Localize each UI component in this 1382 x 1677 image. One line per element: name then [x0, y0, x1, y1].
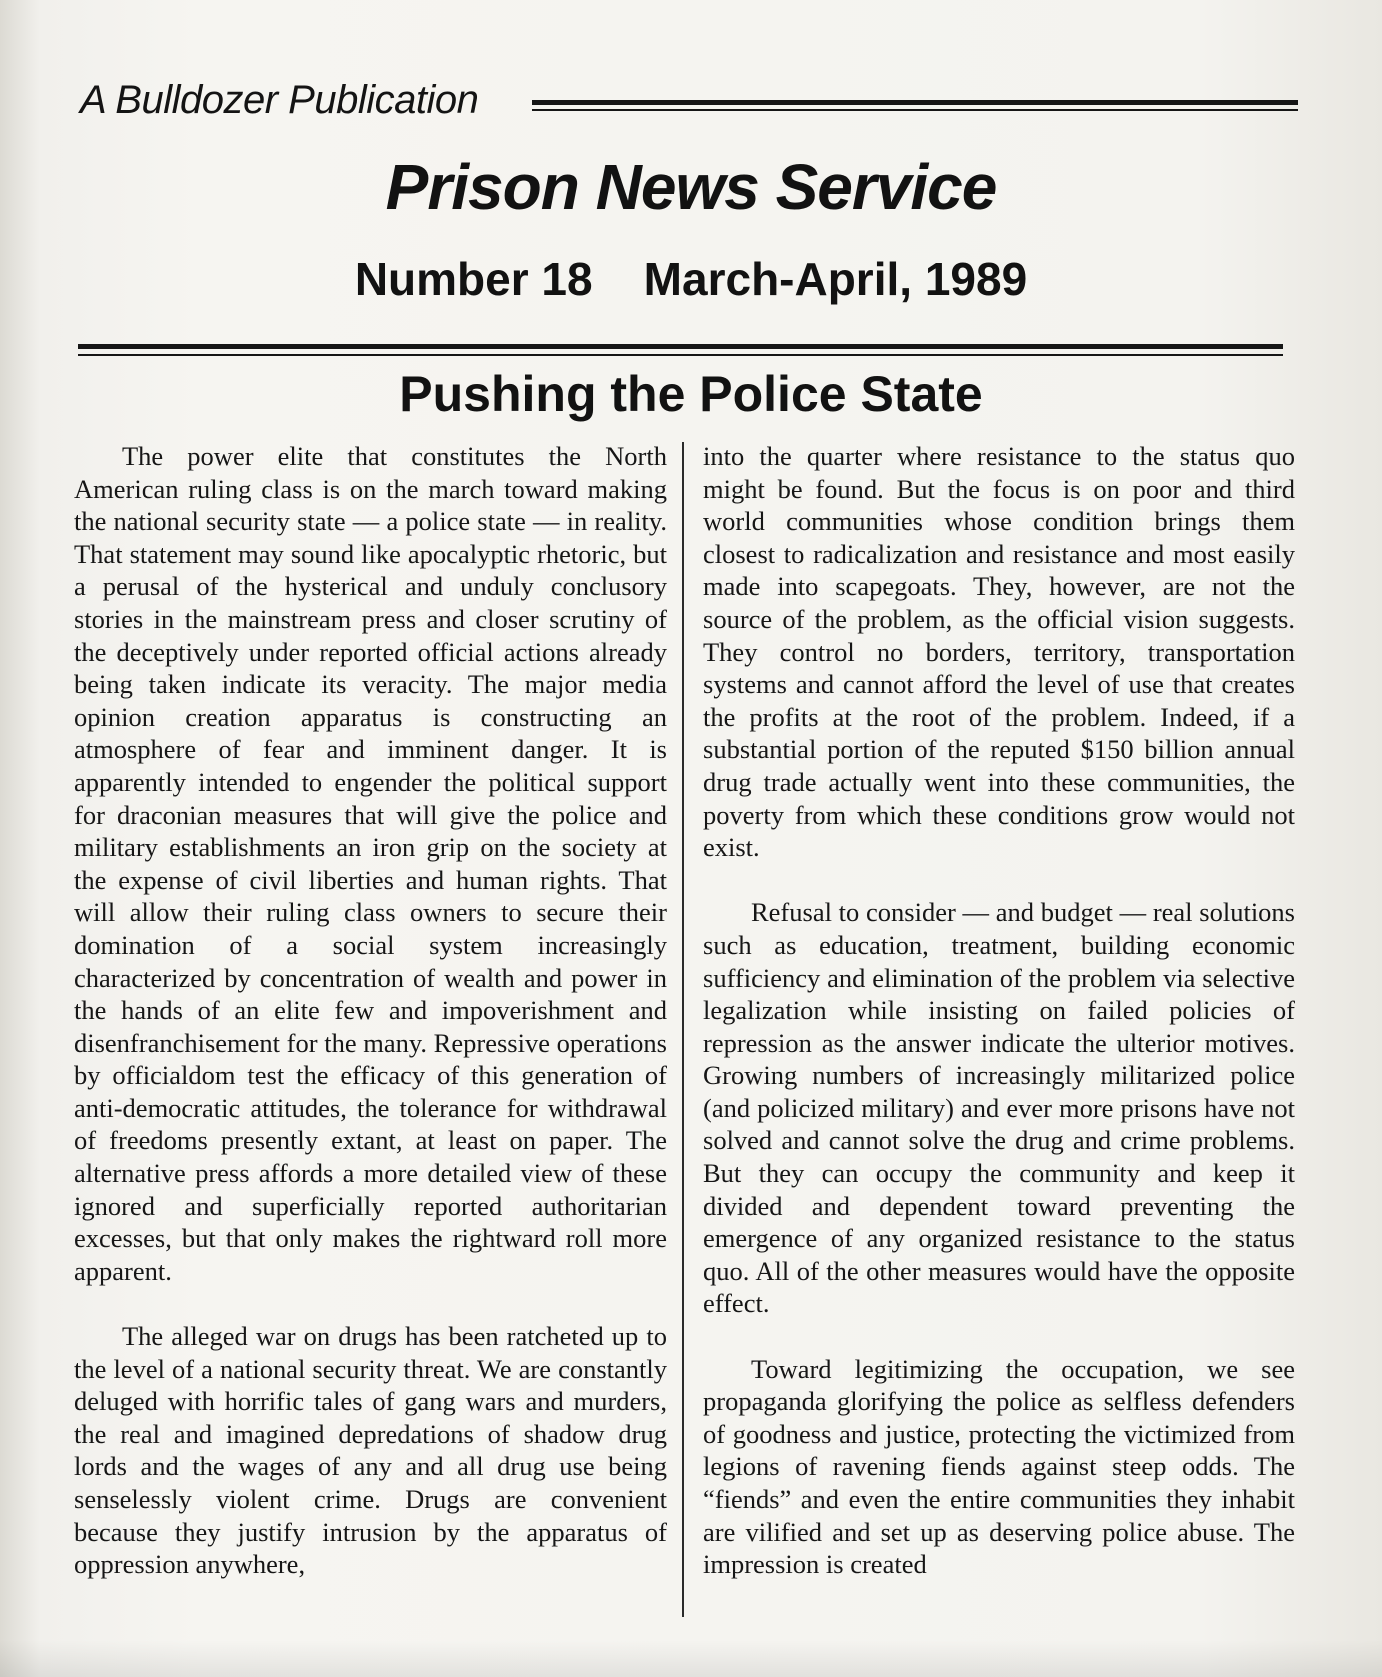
header-rule-thick [532, 100, 1298, 105]
column-divider [682, 442, 684, 1617]
page-bottom-shadow [0, 1640, 1382, 1677]
header-rule-thin [532, 109, 1298, 111]
paragraph: The power elite that constitutes the North American ruling class is on the march toward making the national security state — a police state — in reality. That statement may sound like apocalyptic rhetoric, but a perusal of the hysterical and unduly conclusory stories in the mainstream press and closer scrutiny of the deceptively under reported official actions already being taken indicate its veracity. The major media opinion creation apparatus is constructing an atmosphere of fear and imminent danger. It is apparently intended to engender the political support for draconian measures that will give the police and military establishments an iron grip on the society at the expense of civil liberties and human rights. That will allow their ruling class owners to secure their domination of a social system increasingly characterized by concentration of wealth and power in the hands of an elite few and impoverishment and disenfranchisement for the many. Repressive operations by officialdom test the efficacy of this generation of anti-democratic attitudes, the tolerance for withdrawal of freedoms presently extant, at least on paper. The alternative press affords a more detailed view of these ignored and superficially reported authoritarian excesses, but that only makes the rightward roll more apparent. [74, 441, 667, 1286]
paragraph: into the quarter where resistance to the status quo might be found. But the focus is on poor and third world communities whose condition brings them closest to radicalization and resistance and most easily made into scapegoats. They, however, are not the source of the problem, as the official vision suggests. They control no borders, territory, transportation systems and cannot afford the level of use that creates the profits at the root of the problem. Indeed, if a substantial portion of the reputed $150 billion annual drug trade actually went into these communities, the poverty from which these conditions grow would not exist. [703, 441, 1295, 863]
masthead-rule-thick [78, 344, 1283, 349]
article-headline: Pushing the Police State [399, 366, 983, 422]
paragraph: The alleged war on drugs has been ratcheted up to the level of a national security threat. We are constantly deluged with horrific tales of gang wars and murders, the real and imagined depredations of shadow drug lords and the wages of any and all drug use being senselessly violent crime. Drugs are convenient because they justify intrusion by the apparatus of oppression anywhere, [74, 1321, 667, 1580]
masthead-rule-thin [78, 354, 1283, 356]
article-column-right [703, 440, 1295, 1581]
article-column-left [74, 440, 667, 1581]
paragraph: Toward legitimizing the occupation, we see propaganda glorifying the police as selfless defenders of goodness and justice, protecting the victimized from legions of ravening fiends against steep odds. The “fiends” and even the entire communities they inhabit are vilified and set up as deserving police abuse. The impression is created [703, 1353, 1295, 1580]
paragraph: Refusal to consider — and budget — real solutions such as education, treatment, building economic sufficiency and elimination of the problem via selective legalization while insisting on failed policies of repression as the answer indicate the ulterior motives. Growing numbers of increasingly militarized police (and policized military) and ever more prisons have not solved and cannot solve the drug and crime problems. But they can occupy the community and keep it divided and dependent toward preventing the emergence of any organized resistance to the status quo. All of the other measures would have the opposite effect. [703, 897, 1295, 1319]
publisher-line: A Bulldozer Publication [80, 78, 479, 122]
issue-line: Number 18 March-April, 1989 [354, 253, 1028, 305]
masthead-title: Prison News Service [385, 151, 997, 223]
